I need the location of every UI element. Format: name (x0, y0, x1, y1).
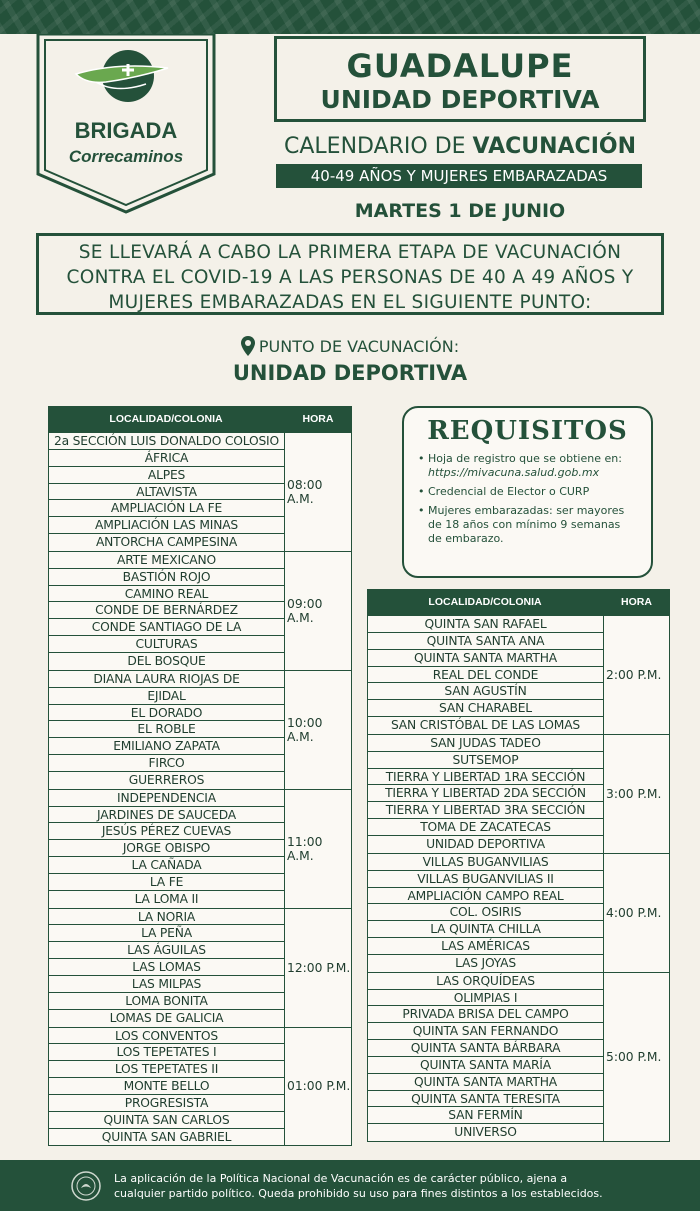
locality-cell: UNIDAD DEPORTIVA (367, 836, 604, 853)
locality-list (48, 671, 285, 789)
table-header (367, 589, 670, 615)
schedule-table-right (367, 589, 670, 1142)
locality-cell: LA NORIA (48, 909, 285, 926)
locality-cell: QUINTA SAN RAFAEL (367, 616, 604, 633)
date-heading: MARTES 1 DE JUNIO (354, 200, 566, 222)
age-group-bar: 40-49 AÑOS Y MUJERES EMBARAZADAS (276, 164, 642, 188)
time-group (48, 790, 352, 909)
requisito-item (418, 452, 637, 480)
schedule-table-left (48, 406, 352, 1146)
locality-cell: QUINTA SAN GABRIEL (48, 1129, 285, 1146)
punto-name: UNIDAD DEPORTIVA (232, 361, 468, 385)
locality-cell: MONTE BELLO (48, 1078, 285, 1095)
locality-cell: VILLAS BUGANVILIAS II (367, 871, 604, 888)
location-pin-icon (241, 336, 255, 356)
requisito-item: • Mujeres embarazadas: ser mayores de 18 años con mínimo 9 semanas de embarazo. (418, 504, 637, 546)
locality-cell: SAN AGUSTÍN (367, 683, 604, 700)
locality-cell: 2a SECCIÓN LUIS DONALDO COLOSIO (48, 433, 285, 450)
locality-cell: TIERRA Y LIBERTAD 2DA SECCIÓN (367, 785, 604, 802)
locality-cell: LAS LOMAS (48, 959, 285, 976)
calendar-bold: VACUNACIÓN (472, 134, 636, 159)
locality-cell: JARDINES DE SAUCEDA (48, 807, 285, 824)
requisitos-box (402, 406, 653, 578)
locality-cell: LA CAÑADA (48, 857, 285, 874)
locality-cell: LA LOMA II (48, 891, 285, 908)
locality-cell: QUINTA SANTA ANA (367, 633, 604, 650)
time-group (367, 854, 670, 973)
time-cell: 2:00 P.M. (604, 616, 670, 734)
locality-cell: BASTIÓN ROJO (48, 569, 285, 586)
brigada-correcaminos-logo (36, 34, 216, 214)
locality-cell: CONDE SANTIAGO DE LA (48, 619, 285, 636)
locality-cell: QUINTA SAN CARLOS (48, 1112, 285, 1129)
locality-cell: LOS TEPETATES I (48, 1044, 285, 1061)
time-group (367, 616, 670, 735)
time-cell: 4:00 P.M. (604, 854, 670, 972)
locality-cell: EL DORADO (48, 705, 285, 722)
footer-bar (0, 1160, 700, 1211)
locality-cell: LAS AMÉRICAS (367, 938, 604, 955)
title-city: GUADALUPE (346, 47, 574, 85)
time-group (367, 973, 670, 1142)
locality-cell: SAN CHARABEL (367, 700, 604, 717)
locality-cell: UNIVERSO (367, 1124, 604, 1141)
locality-list (367, 973, 604, 1141)
locality-cell: EJIDAL (48, 688, 285, 705)
locality-cell: EL ROBLE (48, 721, 285, 738)
locality-cell: COL. OSIRIS (367, 904, 604, 921)
locality-cell: QUINTA SANTA MARTHA (367, 1074, 604, 1091)
locality-list (48, 433, 285, 551)
time-cell: 3:00 P.M. (604, 735, 670, 853)
time-cell: 12:00 P.M. (285, 909, 352, 1027)
locality-cell: QUINTA SANTA MARTHA (367, 650, 604, 667)
locality-cell: TIERRA Y LIBERTAD 3RA SECCIÓN (367, 802, 604, 819)
requisito-text: Hoja de registro que se obtiene en: (428, 452, 622, 465)
locality-list (48, 1028, 285, 1146)
time-group (48, 909, 352, 1028)
locality-cell: ANTORCHA CAMPESINA (48, 534, 285, 551)
calendar-heading (274, 134, 646, 159)
locality-cell: LAS ÁGUILAS (48, 942, 285, 959)
announcement-line: CONTRA EL COVID-19 A LAS PERSONAS DE 40 A 49 AÑOS Y (66, 267, 634, 288)
time-cell: 11:00 A.M. (285, 790, 352, 908)
time-group (48, 671, 352, 790)
locality-cell: LOS TEPETATES II (48, 1061, 285, 1078)
locality-cell: CAMINO REAL (48, 586, 285, 603)
requisito-item: • Credencial de Elector o CURP (418, 485, 637, 499)
locality-cell: AMPLIACIÓN LAS MINAS (48, 517, 285, 534)
national-seal-icon (70, 1170, 102, 1202)
locality-list (367, 735, 604, 853)
time-cell: 08:00 A.M. (285, 433, 352, 551)
badge-line2: Correcaminos (68, 147, 184, 166)
locality-list (367, 616, 604, 734)
locality-cell: LOMA BONITA (48, 993, 285, 1010)
locality-cell: SAN FERMÍN (367, 1107, 604, 1124)
locality-cell: JESÚS PÉREZ CUEVAS (48, 823, 285, 840)
locality-cell: CULTURAS (48, 636, 285, 653)
locality-cell: LAS ORQUÍDEAS (367, 973, 604, 990)
title-venue: UNIDAD DEPORTIVA (320, 85, 600, 114)
locality-list (48, 909, 285, 1027)
footer-line: cualquier partido político. Queda prohibido su uso para fines distintos a los establecidos. (114, 1186, 603, 1200)
header-hora: HORA (621, 596, 652, 608)
header-localidad: LOCALIDAD/COLONIA (109, 413, 223, 425)
punto-label-row (0, 336, 700, 360)
locality-cell: QUINTA SANTA TERESITA (367, 1091, 604, 1108)
locality-cell: QUINTA SANTA BÁRBARA (367, 1040, 604, 1057)
locality-cell: LA PEÑA (48, 925, 285, 942)
requisitos-title: REQUISITOS (427, 416, 628, 446)
locality-cell: TOMA DE ZACATECAS (367, 819, 604, 836)
locality-cell: LOS CONVENTOS (48, 1028, 285, 1045)
locality-cell: JORGE OBISPO (48, 840, 285, 857)
locality-cell: LOMAS DE GALICIA (48, 1010, 285, 1027)
locality-cell: LAS MILPAS (48, 976, 285, 993)
locality-cell: REAL DEL CONDE (367, 667, 604, 684)
announcement-line: MUJERES EMBARAZADAS EN EL SIGUIENTE PUNTO: (108, 292, 592, 313)
locality-cell: TIERRA Y LIBERTAD 1RA SECCIÓN (367, 769, 604, 786)
locality-cell: SAN JUDAS TADEO (367, 735, 604, 752)
requisitos-list (418, 452, 637, 546)
locality-cell: FIRCO (48, 755, 285, 772)
locality-cell: ALTAVISTA (48, 484, 285, 501)
locality-cell: SUTSEMOP (367, 752, 604, 769)
title-box (274, 36, 646, 122)
table-body (367, 615, 670, 1142)
locality-cell: CONDE DE BERNÁRDEZ (48, 602, 285, 619)
punto-label: PUNTO DE VACUNACIÓN: (258, 336, 460, 356)
locality-cell: SAN CRISTÓBAL DE LAS LOMAS (367, 717, 604, 734)
locality-list (48, 552, 285, 670)
time-group (367, 735, 670, 854)
locality-cell: LAS JOYAS (367, 955, 604, 972)
registro-url: https://mivacuna.salud.gob.mx (428, 466, 600, 479)
locality-cell: QUINTA SANTA MARÍA (367, 1057, 604, 1074)
time-cell: 5:00 P.M. (604, 973, 670, 1141)
locality-cell: DIANA LAURA RIOJAS DE (48, 671, 285, 688)
locality-cell: VILLAS BUGANVILIAS (367, 854, 604, 871)
locality-list (48, 790, 285, 908)
locality-cell: AMPLIACIÓN CAMPO REAL (367, 888, 604, 905)
calendar-prefix: CALENDARIO DE (284, 134, 473, 159)
locality-cell: LA QUINTA CHILLA (367, 921, 604, 938)
locality-cell: DEL BOSQUE (48, 653, 285, 670)
announcement-line: SE LLEVARÁ A CABO LA PRIMERA ETAPA DE VACUNACIÓN (78, 242, 622, 263)
locality-cell: PRIVADA BRISA DEL CAMPO (367, 1006, 604, 1023)
locality-cell: ALPES (48, 467, 285, 484)
time-group (48, 1028, 352, 1147)
table-header (48, 406, 352, 432)
locality-cell: INDEPENDENCIA (48, 790, 285, 807)
locality-cell: LA FE (48, 874, 285, 891)
locality-cell: AMPLIACIÓN LA FE (48, 500, 285, 517)
footer-line: La aplicación de la Política Nacional de Vacunación es de carácter público, ajena a (114, 1171, 568, 1185)
header-localidad: LOCALIDAD/COLONIA (428, 596, 542, 608)
header-hora: HORA (302, 413, 334, 425)
time-group (48, 433, 352, 552)
time-cell: 01:00 P.M. (285, 1028, 352, 1146)
locality-cell: OLIMPIAS I (367, 990, 604, 1007)
top-decorative-band (0, 0, 700, 34)
locality-list (367, 854, 604, 972)
badge-line1: BRIGADA (74, 118, 178, 143)
locality-cell: PROGRESISTA (48, 1095, 285, 1112)
announcement-box (36, 233, 664, 315)
locality-cell: GUERREROS (48, 772, 285, 789)
time-cell: 10:00 A.M. (285, 671, 352, 789)
locality-cell: ÁFRICA (48, 450, 285, 467)
locality-cell: QUINTA SAN FERNANDO (367, 1023, 604, 1040)
locality-cell: ARTE MEXICANO (48, 552, 285, 569)
table-body (48, 432, 352, 1146)
time-group (48, 552, 352, 671)
locality-cell: EMILIANO ZAPATA (48, 738, 285, 755)
time-cell: 09:00 A.M. (285, 552, 352, 670)
